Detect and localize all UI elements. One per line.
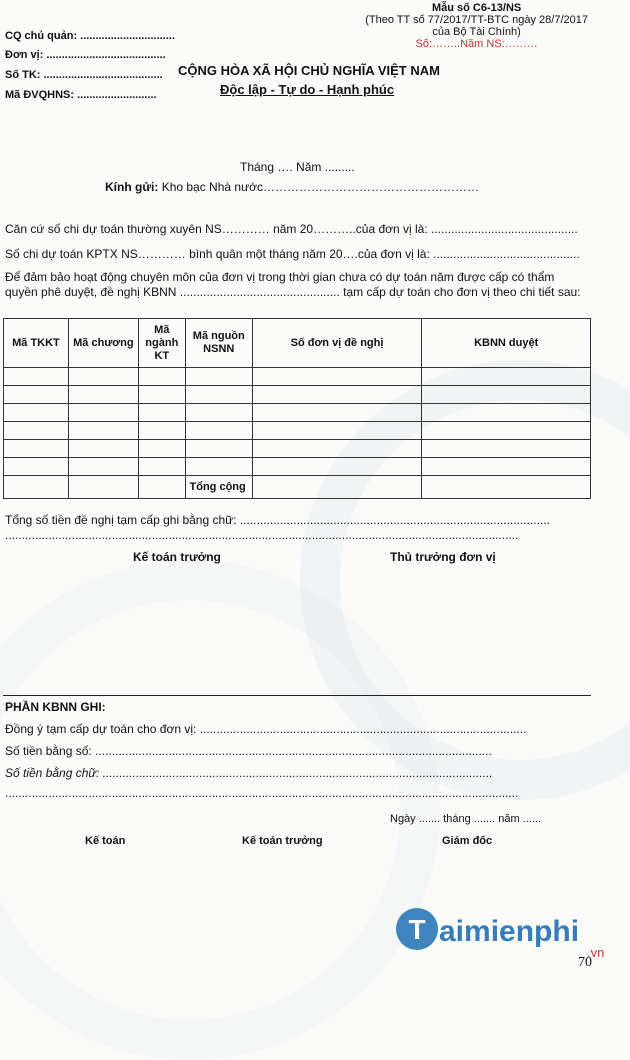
table-cell xyxy=(138,404,185,422)
table-total-row xyxy=(4,476,591,499)
so-tk-field: Số TK: ....................................... xyxy=(5,69,163,81)
table-cell xyxy=(422,476,591,499)
ma-dvqhns-field: Mã ĐVQHNS: .......................... xyxy=(5,89,157,101)
signature-accountant: Kế toán xyxy=(85,835,126,847)
table-cell xyxy=(138,476,185,499)
date-line: Tháng …. Năm ......... xyxy=(240,160,355,174)
table-cell xyxy=(4,386,69,404)
section-divider xyxy=(3,695,591,696)
table-cell xyxy=(422,458,591,476)
table-cell xyxy=(185,404,252,422)
table-row xyxy=(4,422,591,440)
kbnn-agree-line: Đồng ý tạm cấp dự toán cho đơn vị: .................................................................................................. xyxy=(5,722,527,736)
table-cell xyxy=(138,458,185,476)
table-cell xyxy=(252,440,422,458)
col-so-don-vi-de-nghi: Số đơn vị đề nghị xyxy=(252,319,422,368)
table-header-row xyxy=(4,319,591,368)
body-line-4: quyền phê duyệt, đề nghị KBNN ................................................ tạm cấp dự toán cho đơn vị theo chi tiết sau: xyxy=(5,285,581,299)
table-cell xyxy=(4,422,69,440)
recipient-line xyxy=(105,180,479,194)
kbnn-amount-words: Số tiền bằng chữ: ..................................................................................................................... xyxy=(5,766,493,780)
total-in-words-continued: .......................................................................................................................................................... xyxy=(5,528,519,542)
col-ma-nganh-kt: Mã ngành KT xyxy=(138,319,185,368)
page-number: 70 xyxy=(578,955,592,970)
kbnn-date-line: Ngày ....... tháng ....... năm ...... xyxy=(390,813,542,825)
signature-director: Giám đốc xyxy=(442,835,493,847)
country-title: CỘNG HÒA XÃ HỘI CHỦ NGHĨA VIỆT NAM xyxy=(178,63,440,78)
form-number: Mẫu số C6-13/NS xyxy=(431,2,522,14)
table-cell xyxy=(68,440,138,458)
table-cell xyxy=(68,368,138,386)
table-cell xyxy=(185,422,252,440)
table-cell xyxy=(68,458,138,476)
recipient-label: Kính gửi: xyxy=(105,180,159,194)
total-in-words: Tổng số tiền đề nghị tạm cấp ghi bằng chữ: ............................................................................................. xyxy=(5,513,550,527)
table-cell xyxy=(68,422,138,440)
legal-basis: (Theo TT số 77/2017/TT-BTC ngày 28/7/2017 xyxy=(365,14,588,26)
logo-initial: T xyxy=(408,914,426,945)
table-cell xyxy=(185,386,252,404)
table-row xyxy=(4,404,591,422)
motto: Độc lập - Tự do - Hạnh phúc xyxy=(220,82,395,97)
table-cell xyxy=(185,368,252,386)
total-label: Tổng cộng xyxy=(185,476,252,499)
signature-chief-accountant: Kế toán trưởng xyxy=(133,550,221,564)
cq-chu-quan-field: CQ chủ quản: ............................... xyxy=(5,30,175,42)
table-cell xyxy=(4,458,69,476)
body-line-2: Số chi dự toán KPTX NS………… bình quân một tháng năm 20….của đơn vị là: ............................................ xyxy=(5,247,580,261)
don-vi-field: Đơn vị: ....................................... xyxy=(5,49,166,61)
table-cell xyxy=(422,440,591,458)
table-row xyxy=(4,458,591,476)
table-cell xyxy=(422,386,591,404)
table-cell xyxy=(138,368,185,386)
col-ma-tkkt: Mã TKKT xyxy=(4,319,69,368)
table-cell xyxy=(4,404,69,422)
col-ma-nguon-nsnn: Mã nguồn NSNN xyxy=(185,319,252,368)
table-cell xyxy=(422,422,591,440)
table-row xyxy=(4,440,591,458)
table-cell xyxy=(138,422,185,440)
recipient-value: Kho bạc Nhà nước……………………………………………… xyxy=(161,180,479,194)
col-ma-chuong: Mã chương xyxy=(68,319,138,368)
table-cell xyxy=(68,476,138,499)
table-cell xyxy=(252,422,422,440)
table-cell xyxy=(185,458,252,476)
table-cell xyxy=(422,404,591,422)
table-cell xyxy=(185,440,252,458)
table-cell xyxy=(138,386,185,404)
signature-kbnn-chief-accountant: Kế toán trưởng xyxy=(242,835,323,847)
col-kbnn-duyet: KBNN duyệt xyxy=(422,319,591,368)
budget-table xyxy=(3,318,591,499)
body-line-3: Để đảm bảo hoạt động chuyên môn của đơn vị trong thời gian chưa có dự toán năm được cấp có thẩm xyxy=(5,270,555,284)
kbnn-extra-line: .......................................................................................................................................................... xyxy=(5,786,519,800)
table-cell xyxy=(138,440,185,458)
table-cell xyxy=(252,404,422,422)
table-cell xyxy=(252,476,422,499)
legal-basis-issuer: của Bộ Tài Chính) xyxy=(432,26,521,38)
table-cell xyxy=(252,458,422,476)
table-cell xyxy=(252,386,422,404)
table-cell xyxy=(4,476,69,499)
table-row xyxy=(4,386,591,404)
table-cell xyxy=(68,404,138,422)
logo-domain: .vn xyxy=(587,945,605,960)
table-cell xyxy=(422,368,591,386)
table-cell xyxy=(68,386,138,404)
signature-head-of-unit: Thủ trưởng đơn vị xyxy=(390,550,496,564)
table-cell xyxy=(4,440,69,458)
logo-brand: aimienphi xyxy=(439,915,580,948)
kbnn-amount-number: Số tiền bằng số: ....................................................................................................................... xyxy=(5,744,492,758)
body-line-1: Căn cứ số chi dự toán thường xuyên NS………… năm 20………..của đơn vị là: ............................................ xyxy=(5,222,578,236)
so-nam-field: Số:……..Năm NS:……… xyxy=(415,38,538,50)
table-cell xyxy=(252,368,422,386)
header-right xyxy=(365,2,588,50)
kbnn-heading: PHẦN KBNN GHI: xyxy=(5,700,106,714)
table-row xyxy=(4,368,591,386)
table-cell xyxy=(4,368,69,386)
